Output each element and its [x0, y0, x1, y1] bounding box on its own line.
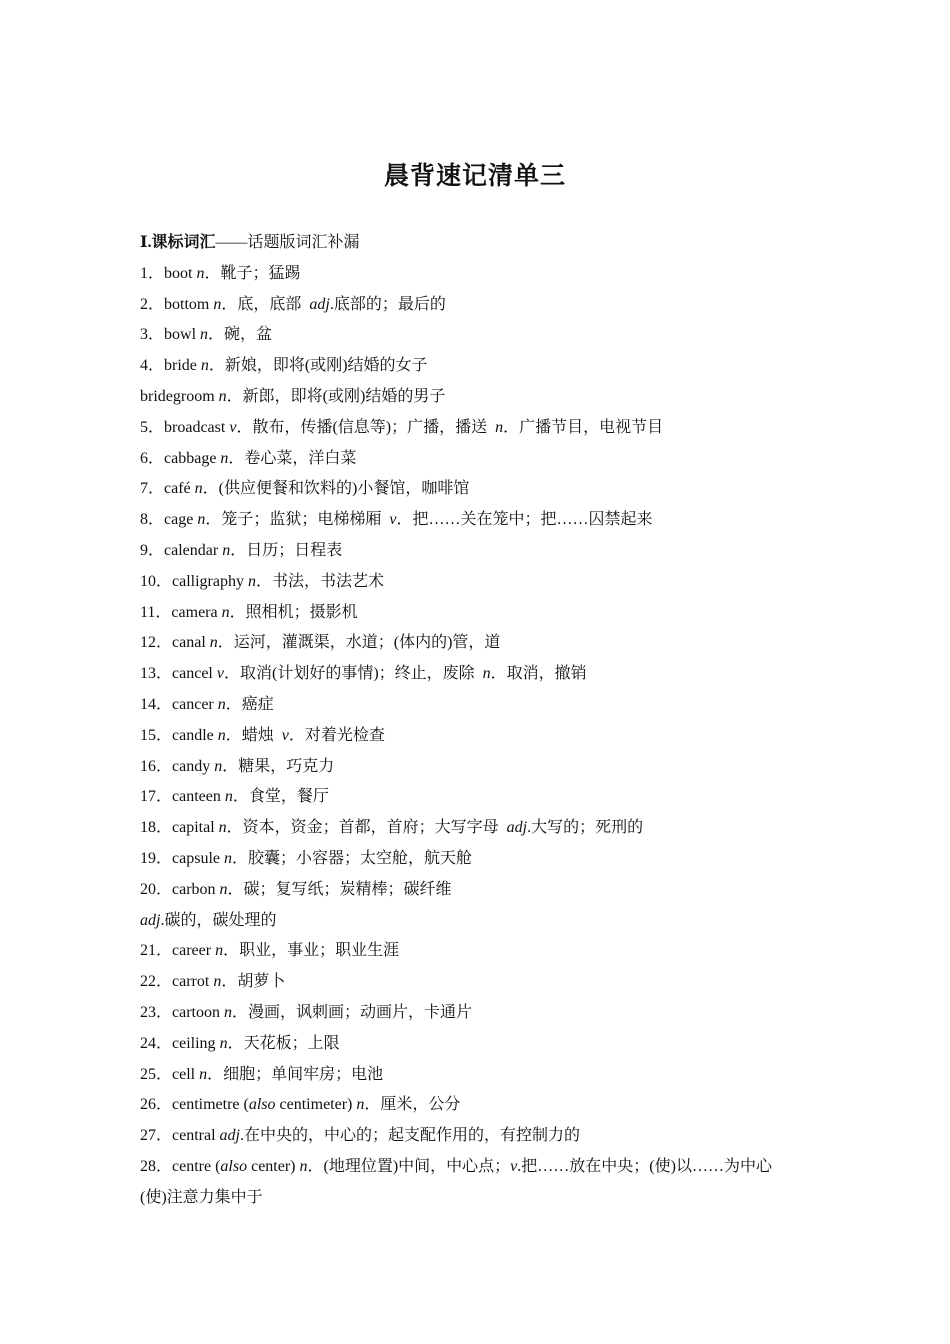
- vocab-entry: [140, 290, 830, 321]
- entry-number: 1．: [140, 264, 165, 282]
- entry-pos-secondary: n: [495, 418, 504, 436]
- vocab-entry: [140, 690, 830, 721]
- vocab-entry: [140, 351, 830, 382]
- entry-number: 4．: [140, 357, 165, 375]
- entry-definition: ．碗，盆: [208, 326, 273, 344]
- entry-pos: n: [194, 480, 203, 498]
- entry-pos: n: [214, 757, 223, 775]
- entry-number: 3．: [140, 326, 165, 344]
- entry-definition-secondary: .底部的；最后的: [329, 295, 446, 313]
- entry-number: 14．: [140, 695, 173, 713]
- entry-word: cancel: [172, 665, 217, 683]
- entry-pos: adj: [140, 911, 161, 929]
- vocab-entry: [140, 752, 830, 783]
- vocab-entry: [140, 567, 830, 598]
- entry-number: 27．: [140, 1127, 173, 1145]
- vocab-entry: [140, 320, 830, 351]
- vocab-entry: [140, 536, 830, 567]
- entry-word: cartoon: [172, 1003, 224, 1021]
- entry-pos: n: [247, 572, 256, 590]
- entry-definition: ．厘米，公分: [364, 1096, 461, 1114]
- entry-definition: ．癌症: [225, 695, 274, 713]
- entry-definition: ．书法，书法艺术: [255, 572, 384, 590]
- entry-word: calligraphy: [172, 572, 248, 590]
- entry-number: 11．: [140, 603, 172, 621]
- entry-pos: v: [216, 665, 224, 683]
- entry-number: 13．: [140, 665, 173, 683]
- entry-number: 17．: [140, 788, 173, 806]
- entry-definition: ．资本，资金；首都，首府；大写字母: [226, 819, 507, 837]
- entry-definition: ．日历；日程表: [230, 541, 343, 559]
- vocab-entry: [140, 782, 830, 813]
- vocabulary-list: [140, 228, 830, 1214]
- entry-definition: ．蜡烛: [225, 726, 282, 744]
- entry-pos: n: [224, 849, 232, 867]
- vocab-entry: [140, 598, 830, 629]
- entry-pos: n: [217, 695, 226, 713]
- entry-pos: n: [219, 880, 228, 898]
- entry-definition: ．新娘，即将(或刚)结婚的女子: [208, 357, 428, 375]
- entry-number: 6．: [140, 449, 165, 467]
- entry-pos: n: [299, 1157, 308, 1175]
- entry-pos: adj: [219, 1127, 240, 1145]
- entry-number: 2．: [140, 295, 165, 313]
- entry-definition-secondary: ．对着光检查: [288, 726, 385, 744]
- entry-number: 8．: [140, 511, 165, 529]
- vocab-entry: [140, 505, 830, 536]
- entry-pos: n: [218, 819, 227, 837]
- entry-definition: ．底，底部: [221, 295, 310, 313]
- entry-definition-secondary: ．取消，撤销: [490, 665, 587, 683]
- entry-pos: n: [224, 788, 233, 806]
- entry-pos: n: [219, 1034, 228, 1052]
- vocab-entry: [140, 659, 830, 690]
- entry-word: broadcast: [164, 418, 230, 436]
- entry-definition: ．食堂，餐厅: [232, 788, 329, 806]
- entry-number: 15．: [140, 726, 173, 744]
- entry-definition-secondary: .大写的；死刑的: [527, 819, 644, 837]
- entry-word: cabbage: [164, 449, 221, 467]
- vocab-entry: [140, 875, 830, 906]
- entry-definition: ．糖果，巧克力: [222, 757, 335, 775]
- entry-word: centimetre (: [172, 1096, 249, 1114]
- entry-pos: n: [196, 264, 205, 282]
- entry-number: 26．: [140, 1096, 173, 1114]
- entry-pos-secondary: n: [482, 665, 491, 683]
- entry-number: 12．: [140, 634, 173, 652]
- entry-word: bridegroom: [140, 387, 219, 405]
- entry-pos-secondary: adj: [506, 819, 528, 837]
- entry-definition: .碳的，碳处理的: [160, 911, 277, 929]
- entry-number: 10．: [140, 572, 173, 590]
- entry-pos-secondary: v: [510, 1157, 518, 1175]
- entry-word: bride: [164, 357, 201, 375]
- entry-word: carrot: [172, 973, 214, 991]
- entry-word: boot: [164, 264, 197, 282]
- vocab-entry: [140, 721, 830, 752]
- vocab-entry: [140, 628, 830, 659]
- entry-definition: ．职业，事业；职业生涯: [223, 942, 400, 960]
- entry-definition: ．照相机；摄影机: [229, 603, 358, 621]
- entry-pos-secondary: v: [389, 511, 397, 529]
- entry-definition-secondary: ．把……关在笼中；把……囚禁起来: [396, 511, 653, 529]
- entry-also: also: [220, 1157, 248, 1175]
- vocab-entry: [140, 444, 830, 475]
- section-heading: [140, 228, 830, 259]
- entry-definition: ．笼子；监狱；电梯梯厢: [205, 511, 390, 529]
- entry-word: bottom: [164, 295, 214, 313]
- entry-pos: n: [221, 603, 230, 621]
- entry-definition: ．细胞；单间牢房；电池: [207, 1065, 384, 1083]
- entry-word: capsule: [172, 849, 224, 867]
- entry-pos: n: [209, 634, 218, 652]
- entry-word: central: [172, 1127, 220, 1145]
- entry-word: ceiling: [172, 1034, 220, 1052]
- entry-word: candle: [172, 726, 218, 744]
- entry-pos: n: [356, 1096, 365, 1114]
- entry-pos: n: [200, 326, 209, 344]
- entry-pos: n: [220, 449, 229, 467]
- entry-definition: ．天花板；上限: [227, 1034, 340, 1052]
- entry-definition: ．卷心菜，洋白菜: [228, 449, 357, 467]
- entry-pos: n: [218, 387, 227, 405]
- vocab-entry: [140, 1060, 830, 1091]
- entry-pos: n: [217, 726, 226, 744]
- entry-number: 5．: [140, 418, 165, 436]
- entry-word: bowl: [164, 326, 201, 344]
- vocab-entry: [140, 259, 830, 290]
- vocab-entry: [140, 413, 830, 444]
- entry-pos: n: [224, 1003, 232, 1021]
- entry-definition: ．运河，灌溉渠，水道；(体内的)管，道: [217, 634, 501, 652]
- vocab-entry: [140, 474, 830, 505]
- entry-number: 21．: [140, 942, 173, 960]
- vocab-entry: [140, 382, 830, 413]
- entry-word: cancer: [172, 695, 218, 713]
- vocab-entry: [140, 936, 830, 967]
- section-heading-bold: Ⅰ.课标词汇: [140, 234, 216, 251]
- entry-definition: ．胶囊；小容器；太空舱，航天舱: [232, 849, 473, 867]
- entry-definition: ．靴子；猛踢: [204, 264, 301, 282]
- entry-pos: n: [213, 295, 222, 313]
- vocab-entry: [140, 1029, 830, 1060]
- page-title: 晨背速记清单三: [383, 161, 566, 190]
- entry-word: café: [164, 480, 195, 498]
- entry-definition: ．胡萝卜: [221, 973, 286, 991]
- entry-definition-secondary: .把……放在中央；(使)以……为中心: [517, 1157, 772, 1175]
- vocab-entry: [140, 906, 830, 937]
- entry-pos-secondary: v: [281, 726, 289, 744]
- entry-pos: n: [222, 541, 231, 559]
- entry-pos: v: [229, 418, 237, 436]
- vocab-entry: [140, 844, 830, 875]
- entry-number: 18．: [140, 819, 173, 837]
- entry-list: [140, 259, 830, 1214]
- entry-definition: ．新郎，即将(或刚)结婚的男子: [226, 387, 446, 405]
- entry-number: 24．: [140, 1034, 173, 1052]
- entry-number: 9．: [140, 541, 165, 559]
- entry-pos: n: [215, 942, 224, 960]
- entry-definition: (使)注意力集中于: [140, 1188, 263, 1206]
- entry-pos-secondary: adj: [309, 295, 330, 313]
- entry-definition: ．(地理位置)中间，中心点；: [307, 1157, 511, 1175]
- entry-number: 23．: [140, 1003, 173, 1021]
- vocab-entry: [140, 1183, 830, 1214]
- entry-word: capital: [172, 819, 219, 837]
- entry-also: also: [248, 1096, 276, 1114]
- vocab-entry: [140, 813, 830, 844]
- entry-number: 19．: [140, 849, 173, 867]
- entry-pos: n: [197, 511, 206, 529]
- entry-number: 7．: [140, 480, 165, 498]
- entry-definition: ．漫画，讽刺画；动画片，卡通片: [232, 1003, 473, 1021]
- vocab-entry: [140, 998, 830, 1029]
- entry-definition: ．碳；复写纸；炭精棒；碳纤维: [227, 880, 452, 898]
- vocab-entry: [140, 1090, 830, 1121]
- entry-definition: .在中央的，中心的；起支配作用的，有控制力的: [240, 1127, 581, 1145]
- entry-number: 28．: [140, 1157, 173, 1175]
- entry-definition: ．散布，传播(信息等)；广播，播送: [236, 418, 496, 436]
- entry-word: candy: [172, 757, 215, 775]
- entry-definition-secondary: ．广播节目，电视节目: [503, 418, 664, 436]
- vocab-entry: [140, 1121, 830, 1152]
- entry-word: calendar: [164, 541, 223, 559]
- entry-number: 20．: [140, 880, 173, 898]
- entry-pos: n: [200, 357, 209, 375]
- entry-definition: ．(供应便餐和饮料的)小餐馆，咖啡馆: [202, 480, 470, 498]
- entry-word: centre (: [172, 1157, 221, 1175]
- entry-word: camera: [171, 603, 222, 621]
- entry-pos: n: [199, 1065, 208, 1083]
- vocab-entry: [140, 967, 830, 998]
- entry-pos: n: [213, 973, 222, 991]
- vocab-entry: [140, 1152, 830, 1183]
- section-heading-rest: ——话题版词汇补漏: [215, 234, 360, 251]
- entry-word: cage: [164, 511, 198, 529]
- entry-definition: ．取消(计划好的事情)；终止，废除: [223, 665, 483, 683]
- entry-word: carbon: [172, 880, 220, 898]
- entry-number: 22．: [140, 973, 173, 991]
- entry-number: 25．: [140, 1065, 173, 1083]
- entry-number: 16．: [140, 757, 173, 775]
- entry-word: canal: [172, 634, 210, 652]
- entry-word-variant: center): [247, 1157, 300, 1175]
- entry-word: career: [172, 942, 216, 960]
- entry-word: canteen: [172, 788, 225, 806]
- entry-word: cell: [172, 1065, 200, 1083]
- entry-word-variant: centimeter): [275, 1096, 357, 1114]
